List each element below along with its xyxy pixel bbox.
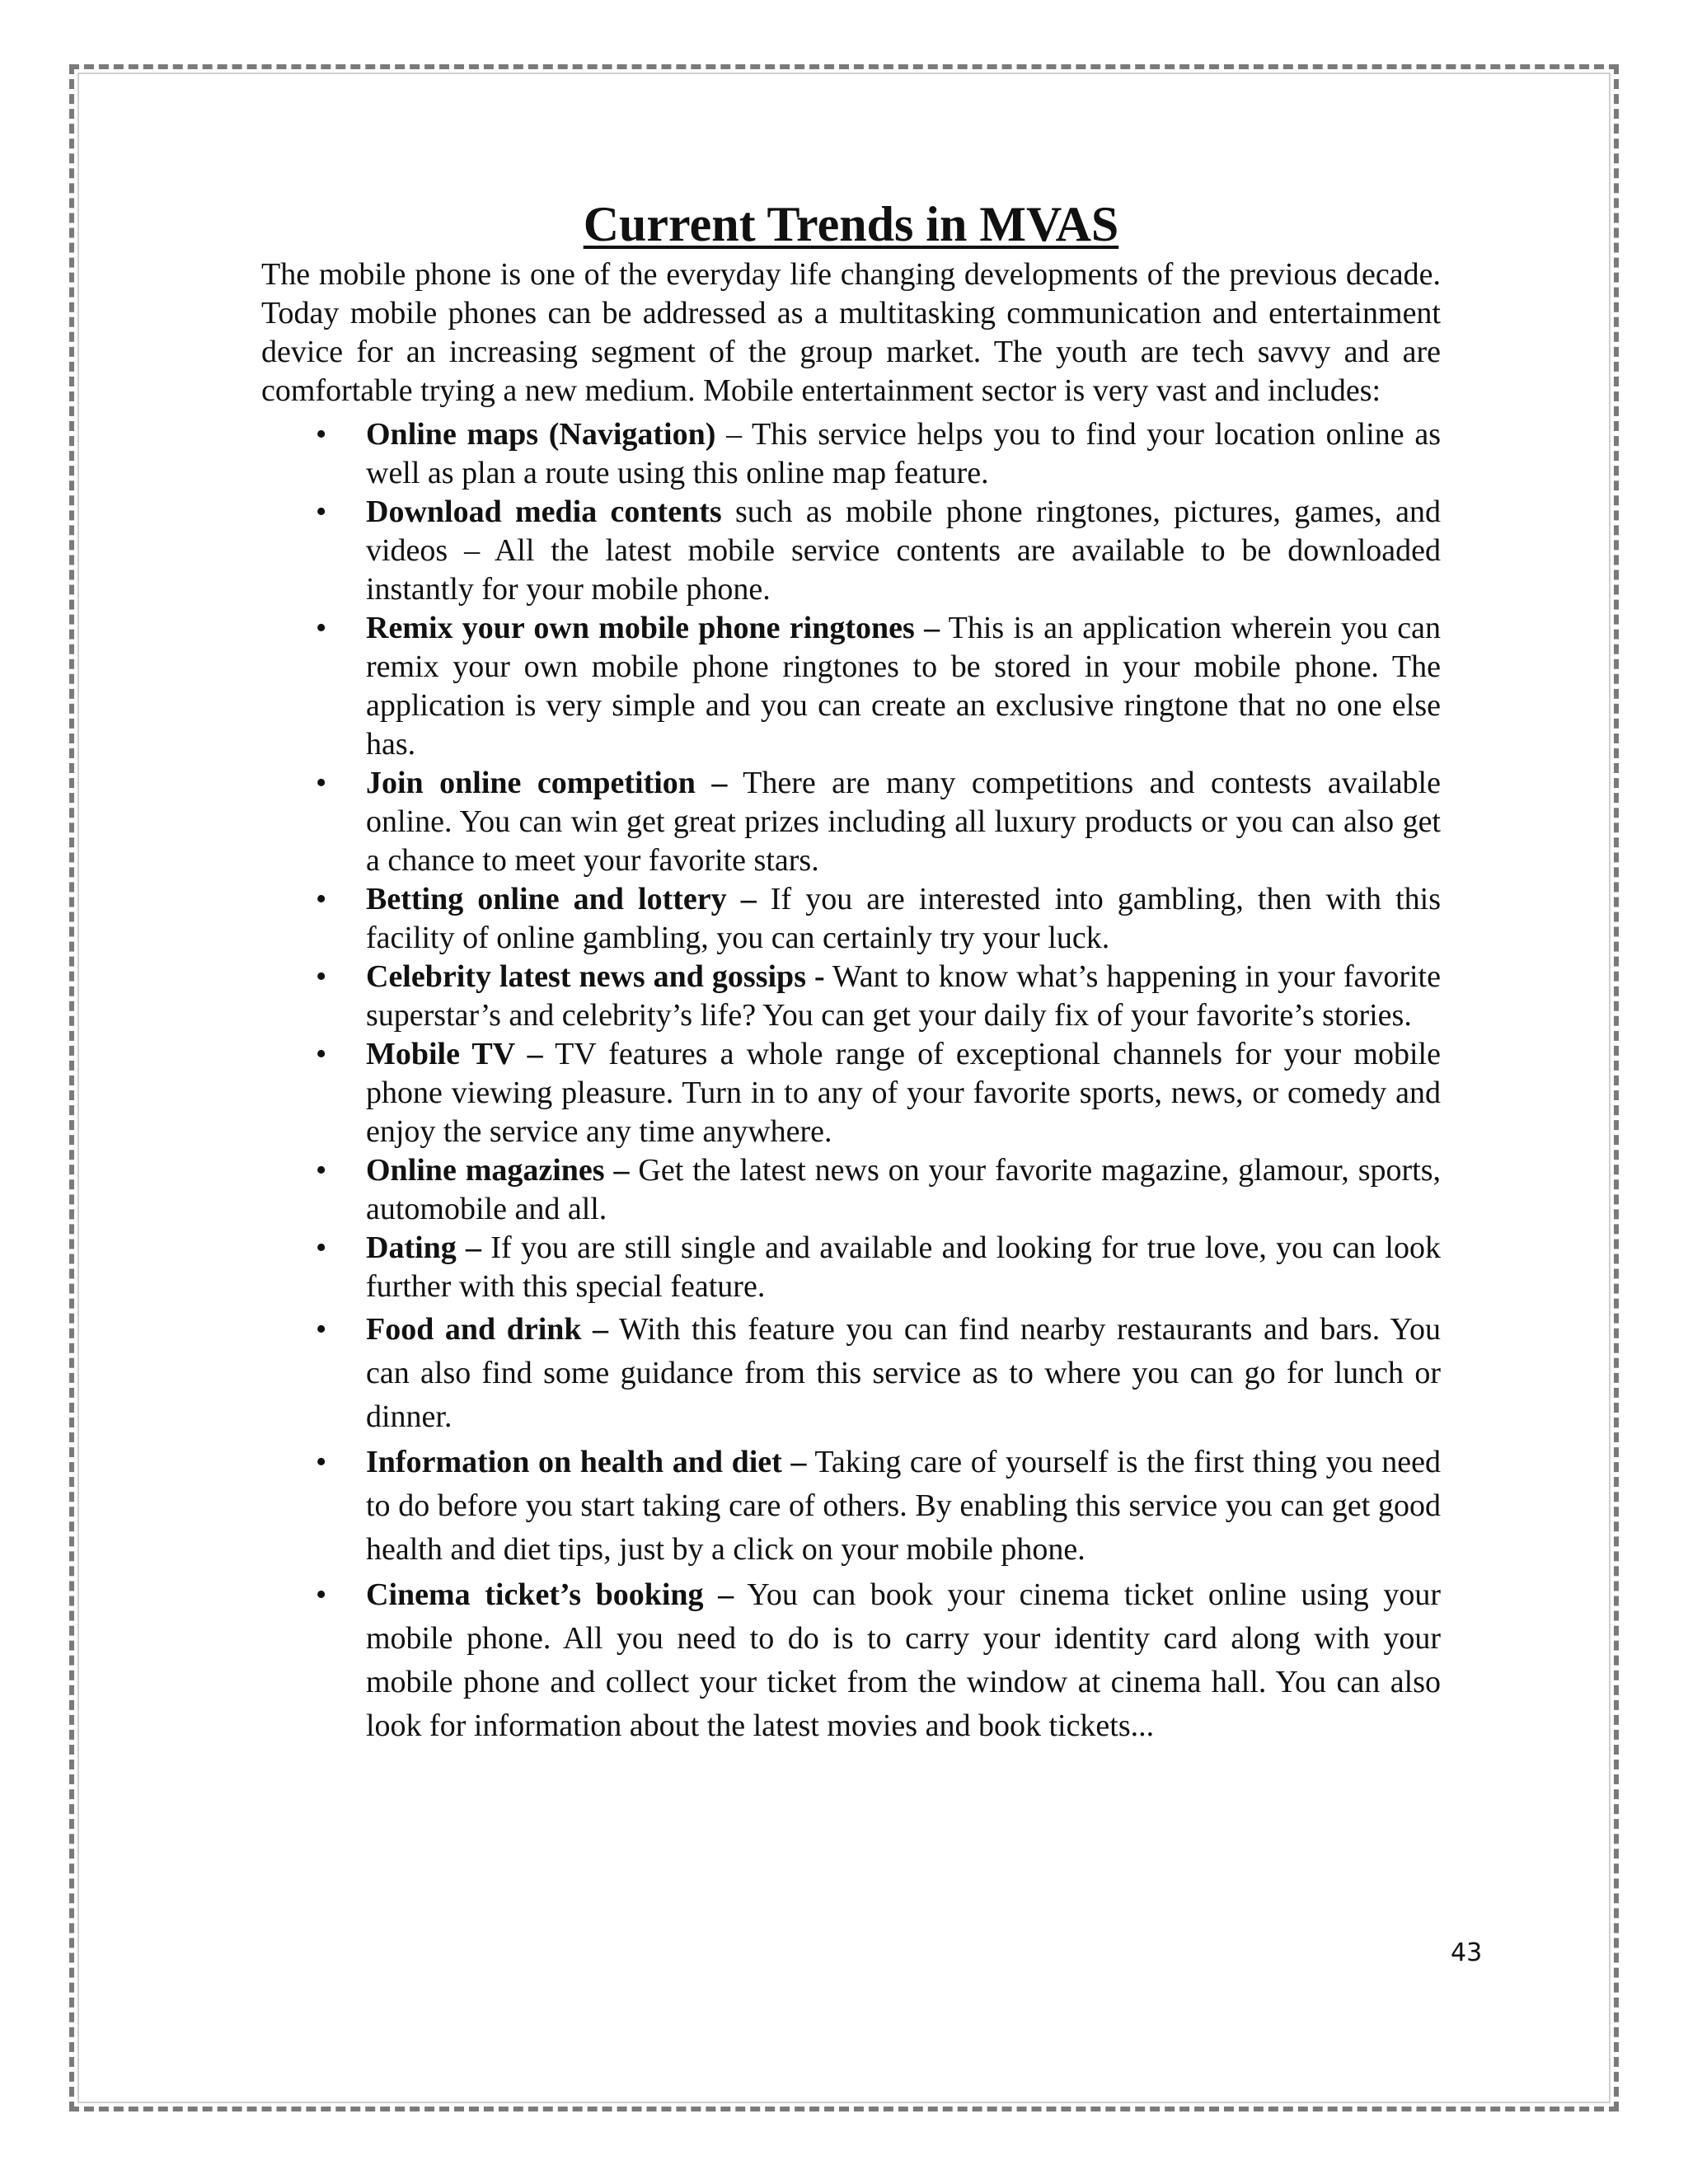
bullet-icon: • <box>316 494 327 529</box>
item-text: This is an application wherein you can remix your own mobile phone ringtones to be stored in your mobile phone. The application is very simple and you can create an exclusive ringtone that no one else has. <box>366 611 1442 762</box>
list-item <box>261 1035 1441 1151</box>
bullet-icon: • <box>316 1037 327 1071</box>
bullet-icon: • <box>316 417 327 452</box>
bullet-icon: • <box>316 882 327 916</box>
list-item <box>261 1151 1441 1229</box>
item-heading: Remix your own mobile phone ringtones – <box>366 611 940 645</box>
bullet-icon: • <box>316 766 327 800</box>
item-heading: Mobile TV – <box>366 1037 543 1071</box>
mvas-services-list <box>261 415 1441 1748</box>
item-text: With this feature you can find nearby restaurants and bars. You can also find some guidance from this service as to where you can go for lunch or dinner. <box>366 1312 1441 1434</box>
list-item <box>261 1229 1441 1306</box>
item-text: If you are still single and available and looking for true love, you can look further with this special feature. <box>366 1230 1441 1304</box>
item-heading: Dating – <box>366 1230 482 1265</box>
item-heading: Betting online and lottery – <box>366 882 757 916</box>
item-text: TV features a whole range of exceptional channels for your mobile phone viewing pleasure. Turn in to any of your favorite sports, news, or comedy and enjoy the service any time anywhere. <box>366 1037 1441 1149</box>
list-item <box>261 1573 1441 1748</box>
list-item <box>261 415 1441 493</box>
item-text: Want to know what’s happening in your favorite superstar’s and celebrity’s life? You can get your daily fix of your favorite’s stories. <box>366 959 1441 1033</box>
item-text: You can book your cinema ticket online using your mobile phone. All you need to do is to carry your identity card along with your mobile phone and collect your ticket from the window at cinema hall. You can also look for information about the latest movies and book tickets... <box>366 1577 1441 1743</box>
page-number: 43 <box>1451 1938 1483 1967</box>
bullet-icon: • <box>316 1153 327 1188</box>
bullet-icon: • <box>316 1445 327 1479</box>
bullet-icon: • <box>316 959 327 994</box>
item-heading: Online magazines – <box>366 1153 630 1188</box>
item-heading: Download media contents <box>366 494 722 529</box>
item-text: There are many competitions and contests available online. You can win get great prizes including all luxury products or you can also get a chance to meet your favorite stars. <box>366 766 1441 878</box>
item-text: Get the latest news on your favorite magazine, glamour, sports, automobile and all. <box>366 1153 1441 1226</box>
item-heading: Cinema ticket’s booking – <box>366 1577 734 1612</box>
list-item <box>261 609 1441 764</box>
bullet-icon: • <box>316 1312 327 1347</box>
list-item <box>261 880 1441 958</box>
page-title: Current Trends in MVAS <box>583 197 1119 251</box>
list-item <box>261 1308 1441 1439</box>
intro-paragraph: The mobile phone is one of the everyday life changing developments of the previous decade. Today mobile phones can be addressed as a multitasking communication and entertainment device for an increasing segment of the group market. The youth are tech savvy and are comfortable trying a new medium. Mobile entertainment sector is very vast and includes: <box>261 257 1441 408</box>
list-item <box>261 493 1441 609</box>
bullet-icon: • <box>316 1577 327 1612</box>
list-item <box>261 958 1441 1035</box>
item-heading: Celebrity latest news and gossips - <box>366 959 825 994</box>
item-text: Taking care of yourself is the first thing you need to do before you start taking care of others. By enabling this service you can get good health and diet tips, just by a click on your mobile phone. <box>366 1445 1441 1567</box>
page-content <box>261 194 1441 1748</box>
item-heading: Food and drink – <box>366 1312 609 1347</box>
item-heading: Join online competition – <box>366 766 728 800</box>
item-heading: Information on health and diet – <box>366 1445 807 1479</box>
item-heading: Online maps (Navigation) <box>366 417 716 452</box>
item-text: – This service helps you to find your location online as well as plan a route using this online map feature. <box>366 417 1441 490</box>
list-item <box>261 764 1441 880</box>
list-item <box>261 1441 1441 1572</box>
bullet-icon: • <box>316 1230 327 1265</box>
bullet-icon: • <box>316 611 327 645</box>
item-text: If you are interested into gambling, then with this facility of online gambling, you can certainly try your luck. <box>366 882 1441 955</box>
item-text: such as mobile phone ringtones, pictures, games, and videos – All the latest mobile service contents are available to be downloaded instantly for your mobile phone. <box>366 494 1441 607</box>
